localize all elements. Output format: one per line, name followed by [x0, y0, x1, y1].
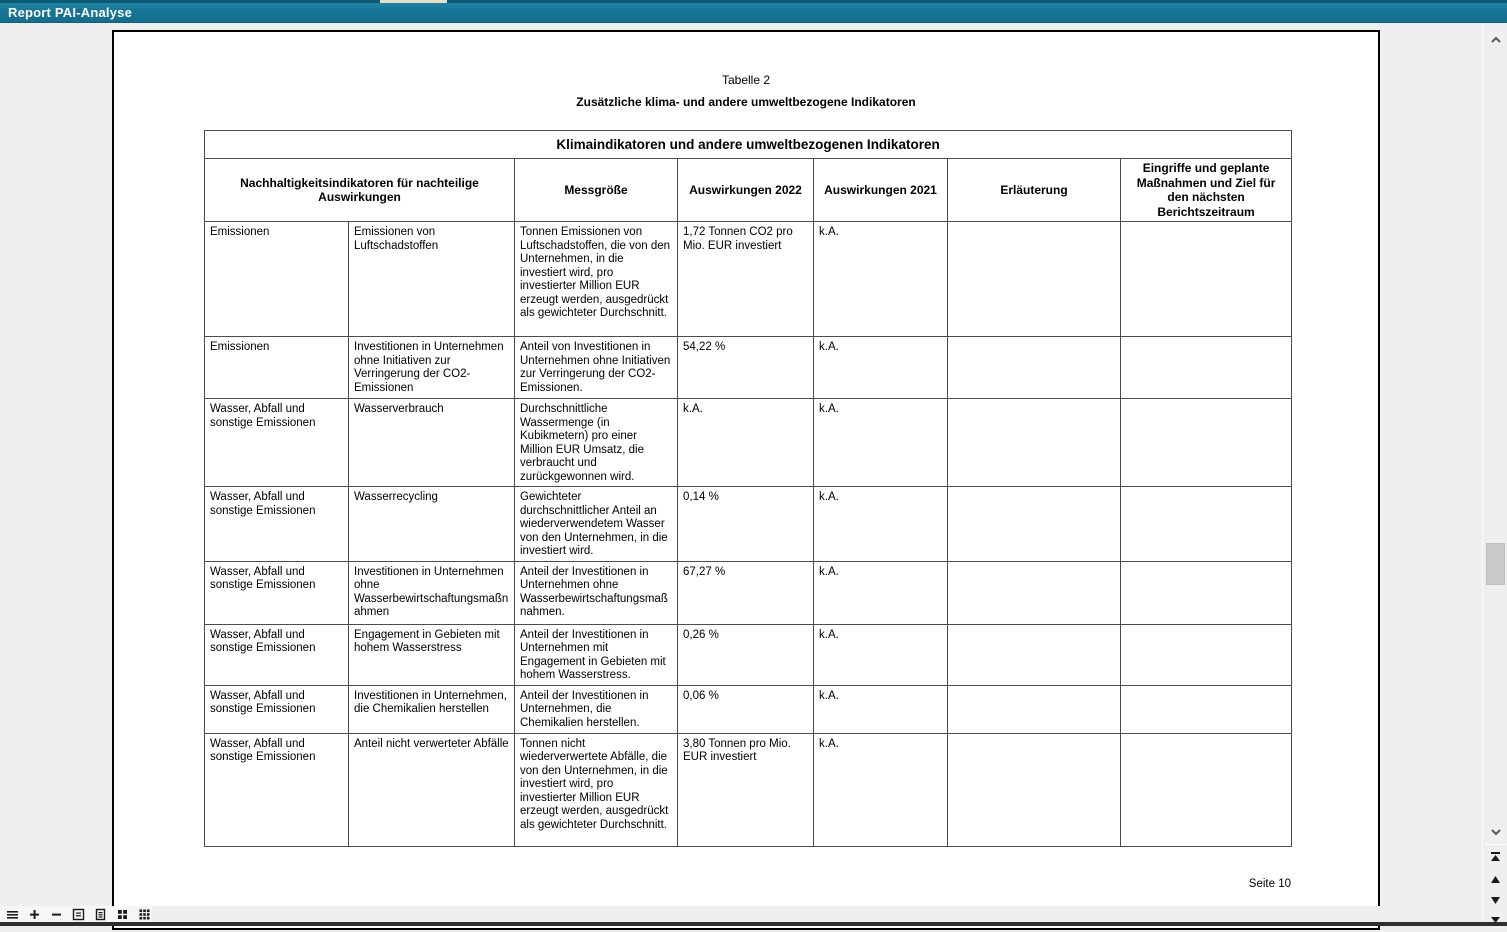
report-page: [112, 30, 1380, 930]
cell-indicator: Investitionen in Unternehmen, die Chemikalien herstellen: [349, 685, 515, 733]
cell-metric: Anteil der Investitionen in Unternehmen mit Engagement in Gebieten mit hohem Wasserstress.: [515, 624, 678, 685]
cell-impact-2022: 67,27 %: [678, 561, 814, 624]
header-metric: Messgröße: [515, 159, 678, 222]
cell-impact-2021: k.A.: [814, 222, 948, 337]
table-title-row: [205, 131, 1292, 159]
cell-category: Wasser, Abfall und sonstige Emissionen: [205, 561, 349, 624]
cell-category: Wasser, Abfall und sonstige Emissionen: [205, 399, 349, 487]
header-impact-2021: Auswirkungen 2021: [814, 159, 948, 222]
table-header-row: [205, 159, 1292, 222]
cell-actions: [1121, 733, 1292, 846]
chevron-down-icon: [1490, 823, 1502, 841]
next-page-icon: [1490, 892, 1501, 910]
grid-2x2-icon[interactable]: [116, 908, 129, 921]
cell-impact-2021: k.A.: [814, 624, 948, 685]
first-page-button[interactable]: [1483, 848, 1507, 868]
table-row: [205, 733, 1292, 846]
cell-impact-2022: 1,72 Tonnen CO2 pro Mio. EUR investiert: [678, 222, 814, 337]
cell-metric: Tonnen nicht wiederverwertete Abfälle, die von den Unternehmen, in die investiert wird, pro investierter Million EUR erzeugt werden, ausgedrückt als gewichteter Durchschnitt.: [515, 733, 678, 846]
cell-actions: [1121, 685, 1292, 733]
table-row: [205, 624, 1292, 685]
cell-category: Wasser, Abfall und sonstige Emissionen: [205, 733, 349, 846]
window-title: Report PAI-Analyse: [8, 5, 132, 20]
cell-impact-2021: k.A.: [814, 399, 948, 487]
previous-page-icon: [1490, 871, 1501, 889]
header-actions: Eingriffe und geplante Maßnahmen und Ziel für den nächsten Berichtszeitraum: [1121, 159, 1292, 222]
table-body: [205, 222, 1292, 847]
cell-impact-2022: 0,14 %: [678, 487, 814, 562]
page-text-icon[interactable]: [94, 908, 107, 921]
cell-actions: [1121, 222, 1292, 337]
cell-actions: [1121, 337, 1292, 399]
scrollbar-thumb[interactable]: [1486, 543, 1505, 585]
cell-explanation: [948, 337, 1121, 399]
table-row: [205, 487, 1292, 562]
cell-explanation: [948, 685, 1121, 733]
cell-metric: Gewichteter durchschnittlicher Anteil an wiederverwendetem Wasser von den Unternehmen, in die investiert wird.: [515, 487, 678, 562]
first-page-icon: [1490, 849, 1501, 867]
cell-explanation: [948, 733, 1121, 846]
cell-impact-2021: k.A.: [814, 487, 948, 562]
table-row: [205, 222, 1292, 337]
cell-explanation: [948, 561, 1121, 624]
zoom-in-icon[interactable]: [28, 908, 41, 921]
cell-impact-2022: 0,26 %: [678, 624, 814, 685]
page-outline-icon[interactable]: [72, 908, 85, 921]
cell-explanation: [948, 624, 1121, 685]
cell-explanation: [948, 487, 1121, 562]
scrollbar-separator: [1485, 844, 1506, 845]
table-row: [205, 685, 1292, 733]
cell-impact-2022: 0,06 %: [678, 685, 814, 733]
table-caption-title: Zusätzliche klima- und andere umweltbezogene Indikatoren: [576, 95, 916, 109]
cell-impact-2021: k.A.: [814, 685, 948, 733]
next-page-button[interactable]: [1483, 891, 1507, 911]
cell-indicator: Anteil nicht verwerteter Abfälle: [349, 733, 515, 846]
bottom-toolbar: [0, 906, 1482, 922]
cell-indicator: Engagement in Gebieten mit hohem Wasserstress: [349, 624, 515, 685]
header-explanation: Erläuterung: [948, 159, 1121, 222]
cell-indicator: Investitionen in Unternehmen ohne Initiativen zur Verringerung der CO2-Emissionen: [349, 337, 515, 399]
cell-category: Emissionen: [205, 337, 349, 399]
cell-metric: Durchschnittliche Wassermenge (in Kubikmetern) pro einer Million EUR Umsatz, die verbraucht und zurückgewonnen wird.: [515, 399, 678, 487]
cell-category: Wasser, Abfall und sonstige Emissionen: [205, 685, 349, 733]
view-controls: [0, 906, 152, 922]
cell-explanation: [948, 222, 1121, 337]
cell-metric: Tonnen Emissionen von Luftschadstoffen, die von den Unternehmen, in die investiert wird, pro investierter Million EUR erzeugt werden, ausgedrückt als gewichteter Durchschnitt.: [515, 222, 678, 337]
cell-impact-2021: k.A.: [814, 561, 948, 624]
cell-explanation: [948, 399, 1121, 487]
table-caption-number: Tabelle 2: [721, 73, 771, 87]
cell-metric: Anteil der Investitionen in Unternehmen, die Chemikalien herstellen.: [515, 685, 678, 733]
chevron-up-icon: [1490, 31, 1502, 49]
window-bottom-edge: [0, 922, 1507, 926]
cell-impact-2021: k.A.: [814, 733, 948, 846]
cell-indicator: Investitionen in Unternehmen ohne Wasserbewirtschaftungsmaßnahmen: [349, 561, 515, 624]
cell-actions: [1121, 561, 1292, 624]
cell-impact-2021: k.A.: [814, 337, 948, 399]
cell-actions: [1121, 399, 1292, 487]
cell-impact-2022: 54,22 %: [678, 337, 814, 399]
cell-impact-2022: k.A.: [678, 399, 814, 487]
cell-category: Emissionen: [205, 222, 349, 337]
cell-metric: Anteil von Investitionen in Unternehmen ohne Initiativen zur Verringerung der CO2-Emissionen.: [515, 337, 678, 399]
menu-icon[interactable]: [6, 908, 19, 921]
cell-impact-2022: 3,80 Tonnen pro Mio. EUR investiert: [678, 733, 814, 846]
cell-category: Wasser, Abfall und sonstige Emissionen: [205, 487, 349, 562]
table-row: [205, 399, 1292, 487]
table-row: [205, 337, 1292, 399]
table-row: [205, 561, 1292, 624]
window-titlebar: [0, 3, 1507, 23]
scroll-up-button[interactable]: [1483, 30, 1507, 50]
report-viewport[interactable]: [0, 24, 1482, 906]
grid-3x3-icon[interactable]: [138, 908, 151, 921]
header-indicators: Nachhaltigkeitsindikatoren für nachteilige Auswirkungen: [205, 159, 515, 222]
previous-page-button[interactable]: [1483, 870, 1507, 890]
table-title: Klimaindikatoren und andere umweltbezogenen Indikatoren: [205, 131, 1292, 159]
pai-indicators-table: [204, 130, 1292, 847]
zoom-out-icon[interactable]: [50, 908, 63, 921]
cell-actions: [1121, 487, 1292, 562]
cell-indicator: Wasserrecycling: [349, 487, 515, 562]
header-impact-2022: Auswirkungen 2022: [678, 159, 814, 222]
page-number: Seite 10: [1248, 878, 1291, 890]
vertical-scrollbar[interactable]: [1482, 24, 1507, 926]
cell-category: Wasser, Abfall und sonstige Emissionen: [205, 624, 349, 685]
cell-metric: Anteil der Investitionen in Unternehmen ohne Wasserbewirtschaftungsmaßnahmen.: [515, 561, 678, 624]
cell-actions: [1121, 624, 1292, 685]
cell-indicator: Wasserverbrauch: [349, 399, 515, 487]
scroll-down-button[interactable]: [1483, 822, 1507, 842]
cell-indicator: Emissionen von Luftschadstoffen: [349, 222, 515, 337]
